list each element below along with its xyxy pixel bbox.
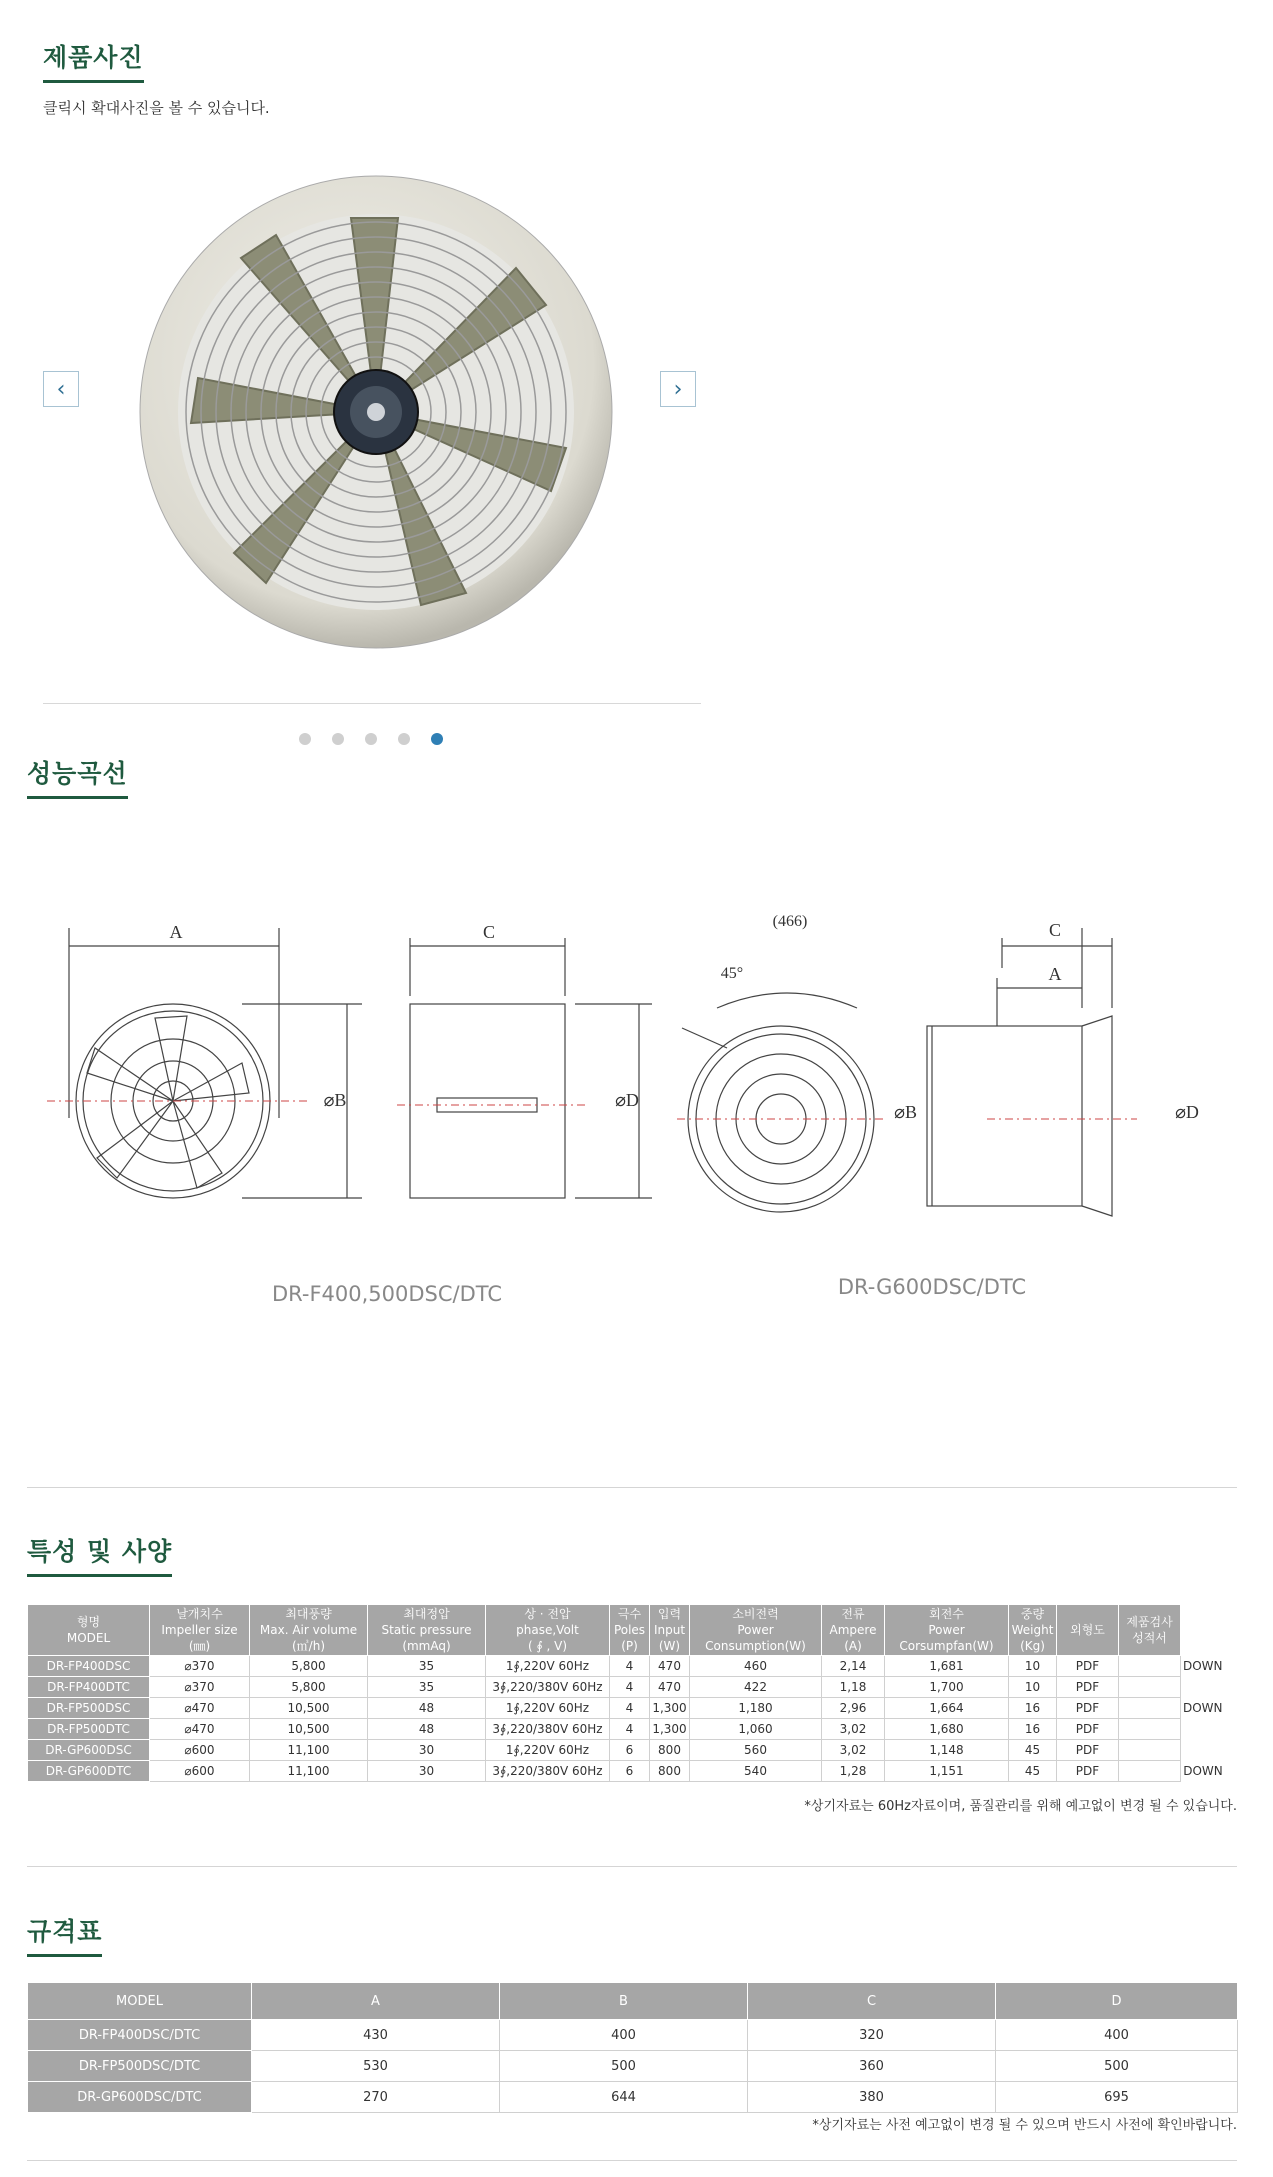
- spec-header-cell: 날개치수 Impeller size (㎜): [150, 1605, 250, 1656]
- download-link[interactable]: DOWN: [1183, 1764, 1223, 1778]
- table-cell: 1,300: [650, 1698, 690, 1719]
- dim-header-cell: A: [252, 1983, 500, 2020]
- table-cell: DR-GP600DSC: [28, 1740, 150, 1761]
- spec-header-empty: [1181, 1605, 1226, 1656]
- photo-section-title: 제품사진: [43, 38, 144, 83]
- table-cell: DR-FP500DTC: [28, 1719, 150, 1740]
- table-cell: 1,060: [690, 1719, 822, 1740]
- dim-label-b2: ⌀B: [894, 1102, 917, 1122]
- table-cell: 5,800: [250, 1677, 368, 1698]
- slider-divider: [43, 703, 701, 704]
- table-cell: 422: [690, 1677, 822, 1698]
- table-cell: 1,681: [885, 1656, 1009, 1677]
- dim-label-c2: C: [1048, 920, 1062, 940]
- download-link[interactable]: DOWN: [1183, 1701, 1223, 1715]
- spec-table: [27, 1604, 1226, 1782]
- dim-label-d2: ⌀D: [1175, 1102, 1199, 1122]
- dim-label-width: (466): [772, 913, 808, 930]
- table-cell: DR-GP600DSC/DTC: [28, 2082, 252, 2113]
- table-cell: 560: [690, 1740, 822, 1761]
- pdf-link[interactable]: PDF: [1057, 1761, 1119, 1782]
- curve-section-title: 성능곡선: [27, 754, 128, 799]
- table-cell: 1,151: [885, 1761, 1009, 1782]
- section-divider: [27, 2160, 1237, 2161]
- drawing-caption-1: DR-F400,500DSC/DTC: [271, 1282, 503, 1306]
- table-cell: 30: [368, 1740, 486, 1761]
- download-link[interactable]: DOWN: [1183, 1659, 1223, 1673]
- dim-header-cell: D: [996, 1983, 1238, 2020]
- table-row: [28, 1761, 1226, 1782]
- table-cell: ⌀370: [150, 1656, 250, 1677]
- table-cell: [1119, 1677, 1181, 1698]
- spec-section-title: 특성 및 사양: [27, 1532, 172, 1577]
- dim-label-a2: A: [1048, 964, 1062, 984]
- table-cell: 500: [500, 2051, 748, 2082]
- dimension-table: [27, 1982, 1238, 2113]
- table-cell: 2,14: [822, 1656, 885, 1677]
- table-cell: 11,100: [250, 1761, 368, 1782]
- table-cell: [1181, 1677, 1226, 1698]
- slider-dot-active[interactable]: [431, 733, 443, 745]
- table-cell: [1119, 1761, 1181, 1782]
- table-cell: 4: [610, 1656, 650, 1677]
- table-row: [28, 2020, 1238, 2051]
- pdf-link[interactable]: PDF: [1057, 1677, 1119, 1698]
- table-cell: [1119, 1656, 1181, 1677]
- table-cell: 16: [1009, 1698, 1057, 1719]
- spec-note: *상기자료는 60Hz자료이며, 품질관리를 위해 예고없이 변경 될 수 있습니다.: [804, 1799, 1237, 1814]
- table-row: [28, 1698, 1226, 1719]
- table-cell: 3∮,220/380V 60Hz: [486, 1719, 610, 1740]
- prev-arrow-button[interactable]: [43, 371, 79, 407]
- table-cell: 10,500: [250, 1719, 368, 1740]
- dim-label-b: ⌀B: [323, 1090, 347, 1110]
- table-cell: 35: [368, 1677, 486, 1698]
- table-cell: 644: [500, 2082, 748, 2113]
- table-cell: 1,180: [690, 1698, 822, 1719]
- table-cell: 6: [610, 1740, 650, 1761]
- table-cell: 530: [252, 2051, 500, 2082]
- slider-dot[interactable]: [365, 733, 377, 745]
- table-cell: DR-FP500DSC: [28, 1698, 150, 1719]
- dim-label-angle: 45°: [720, 965, 744, 982]
- table-row: [28, 1656, 1226, 1677]
- spec-header-cell: 극수 Poles (P): [610, 1605, 650, 1656]
- section-divider: [27, 1866, 1237, 1867]
- next-arrow-button[interactable]: [660, 371, 696, 407]
- pdf-link[interactable]: PDF: [1057, 1719, 1119, 1740]
- spec-header-cell: 상 · 전압 phase,Volt ( ∮ , V): [486, 1605, 610, 1656]
- table-cell: 10,500: [250, 1698, 368, 1719]
- table-cell: 470: [650, 1677, 690, 1698]
- pdf-link[interactable]: PDF: [1057, 1698, 1119, 1719]
- table-cell: 1,148: [885, 1740, 1009, 1761]
- table-cell: DR-GP600DTC: [28, 1761, 150, 1782]
- table-cell: 1,680: [885, 1719, 1009, 1740]
- table-cell: 1∮,220V 60Hz: [486, 1740, 610, 1761]
- chevron-left-icon: ‹: [56, 376, 66, 402]
- table-cell: 800: [650, 1761, 690, 1782]
- table-cell: [1119, 1698, 1181, 1719]
- table-cell: 5,800: [250, 1656, 368, 1677]
- pdf-link[interactable]: PDF: [1057, 1740, 1119, 1761]
- spec-header-cell: 중량 Weight (Kg): [1009, 1605, 1057, 1656]
- table-cell: DR-FP400DSC/DTC: [28, 2020, 252, 2051]
- table-cell: 3∮,220/380V 60Hz: [486, 1761, 610, 1782]
- table-cell: DR-FP500DSC/DTC: [28, 2051, 252, 2082]
- table-cell: 1,18: [822, 1677, 885, 1698]
- slider-dot[interactable]: [299, 733, 311, 745]
- table-cell: DR-FP400DSC: [28, 1656, 150, 1677]
- spec-header-cell: 전류 Ampere (A): [822, 1605, 885, 1656]
- table-cell: 360: [748, 2051, 996, 2082]
- table-cell: 45: [1009, 1761, 1057, 1782]
- pdf-link[interactable]: PDF: [1057, 1656, 1119, 1677]
- table-cell: ⌀600: [150, 1761, 250, 1782]
- table-cell: 380: [748, 2082, 996, 2113]
- table-cell: 800: [650, 1740, 690, 1761]
- table-cell: 4: [610, 1677, 650, 1698]
- section-divider: [27, 1487, 1237, 1488]
- table-cell: DR-FP400DTC: [28, 1677, 150, 1698]
- spec-header-cell: 회전수 Power Corsumpfan(W): [885, 1605, 1009, 1656]
- dim-section-title: 규격표: [27, 1912, 102, 1957]
- photo-hint: 클릭시 확대사진을 볼 수 있습니다.: [43, 99, 270, 117]
- table-cell: 460: [690, 1656, 822, 1677]
- dimension-drawing: [27, 828, 1237, 1388]
- table-cell: [1119, 1719, 1181, 1740]
- table-cell: 400: [500, 2020, 748, 2051]
- product-photo[interactable]: [136, 173, 616, 651]
- table-cell: ⌀370: [150, 1677, 250, 1698]
- spec-header-cell: 최대풍량 Max. Air volume (㎥/h): [250, 1605, 368, 1656]
- dim-label-a: A: [169, 922, 183, 942]
- table-cell: 3,02: [822, 1719, 885, 1740]
- table-cell: 695: [996, 2082, 1238, 2113]
- table-cell: [1119, 1740, 1181, 1761]
- table-cell: 35: [368, 1656, 486, 1677]
- table-row: [28, 1740, 1226, 1761]
- table-cell: 45: [1009, 1740, 1057, 1761]
- table-cell: 48: [368, 1698, 486, 1719]
- spec-header-cell: 입력 Input (W): [650, 1605, 690, 1656]
- spec-header-cell: 최대정압 Static pressure (mmAq): [368, 1605, 486, 1656]
- table-cell: ⌀600: [150, 1740, 250, 1761]
- slider-dot[interactable]: [398, 733, 410, 745]
- table-cell: 16: [1009, 1719, 1057, 1740]
- dim-header-cell: C: [748, 1983, 996, 2020]
- table-cell: 4: [610, 1719, 650, 1740]
- spec-header-cell: 외형도: [1057, 1605, 1119, 1656]
- table-cell: 400: [996, 2020, 1238, 2051]
- table-cell: 270: [252, 2082, 500, 2113]
- table-cell: 1∮,220V 60Hz: [486, 1698, 610, 1719]
- table-cell: 1∮,220V 60Hz: [486, 1656, 610, 1677]
- table-cell: ⌀470: [150, 1719, 250, 1740]
- table-cell: [1181, 1740, 1226, 1761]
- table-cell: ⌀470: [150, 1698, 250, 1719]
- table-cell: 3∮,220/380V 60Hz: [486, 1677, 610, 1698]
- table-row: [28, 1719, 1226, 1740]
- table-row: [28, 2051, 1238, 2082]
- slider-dot[interactable]: [332, 733, 344, 745]
- table-cell: 430: [252, 2020, 500, 2051]
- table-cell: 11,100: [250, 1740, 368, 1761]
- table-cell: 320: [748, 2020, 996, 2051]
- dim-header-cell: MODEL: [28, 1983, 252, 2020]
- table-cell: 3,02: [822, 1740, 885, 1761]
- table-cell: 6: [610, 1761, 650, 1782]
- table-row: [28, 2082, 1238, 2113]
- table-cell: 1,700: [885, 1677, 1009, 1698]
- spec-header-cell: 소비전력 Power Consumption(W): [690, 1605, 822, 1656]
- table-cell: [1181, 1719, 1226, 1740]
- table-row: [28, 1677, 1226, 1698]
- table-cell: 2,96: [822, 1698, 885, 1719]
- table-cell: 1,28: [822, 1761, 885, 1782]
- slider-dots: [299, 733, 443, 745]
- dim-label-d: ⌀D: [615, 1090, 639, 1110]
- spec-header-cell: 제품검사 성적서: [1119, 1605, 1181, 1656]
- table-cell: 1,300: [650, 1719, 690, 1740]
- table-cell: 48: [368, 1719, 486, 1740]
- table-cell: 470: [650, 1656, 690, 1677]
- table-cell: 500: [996, 2051, 1238, 2082]
- table-cell: 10: [1009, 1656, 1057, 1677]
- drawing-caption-2: DR-G600DSC/DTC: [837, 1275, 1027, 1299]
- table-cell: 30: [368, 1761, 486, 1782]
- dim-label-c: C: [482, 922, 496, 942]
- dim-note: *상기자료는 사전 예고없이 변경 될 수 있으며 반드시 사전에 확인바랍니다.: [812, 2118, 1237, 2133]
- chevron-right-icon: ›: [673, 376, 683, 402]
- table-cell: 10: [1009, 1677, 1057, 1698]
- table-cell: 1,664: [885, 1698, 1009, 1719]
- table-cell: 4: [610, 1698, 650, 1719]
- spec-header-cell: 형명 MODEL: [28, 1605, 150, 1656]
- table-cell: 540: [690, 1761, 822, 1782]
- dim-header-cell: B: [500, 1983, 748, 2020]
